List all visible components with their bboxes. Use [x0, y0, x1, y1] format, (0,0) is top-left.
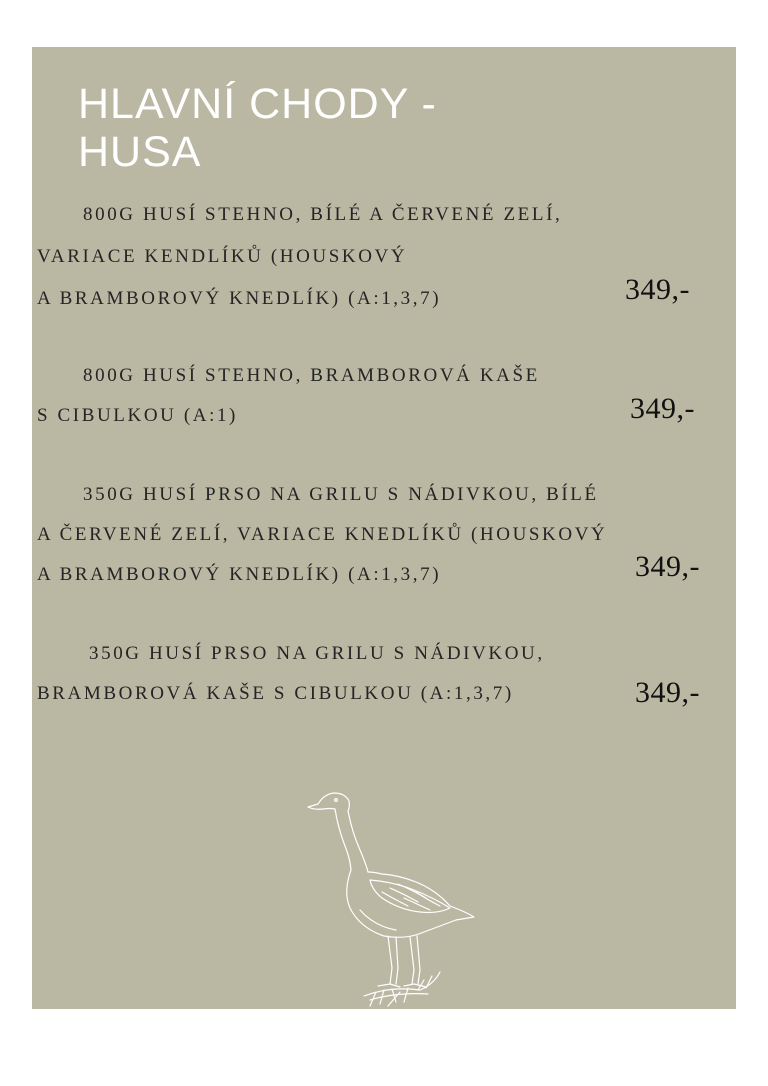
title-line-1: HLAVNÍ CHODY -: [78, 80, 437, 128]
goose-icon: [300, 780, 490, 1010]
item-description-line: 350G HUSÍ PRSO NA GRILU S NÁDIVKOU, BÍLÉ: [83, 484, 599, 505]
item-description-line: A BRAMBOROVÝ KNEDLÍK) (A:1,3,7): [37, 288, 442, 309]
item-description-line: A BRAMBOROVÝ KNEDLÍK) (A:1,3,7): [37, 564, 442, 585]
item-description-line: VARIACE KENDLÍKŮ (HOUSKOVÝ: [37, 246, 408, 267]
item-price: 349,-: [630, 392, 695, 425]
item-price: 349,-: [635, 676, 700, 709]
item-description-line: 800G HUSÍ STEHNO, BÍLÉ A ČERVENÉ ZELÍ,: [83, 204, 563, 225]
item-description-line: 350G HUSÍ PRSO NA GRILU S NÁDIVKOU,: [89, 643, 545, 664]
item-description-line: A ČERVENÉ ZELÍ, VARIACE KNEDLÍKŮ (HOUSKOVÝ: [37, 524, 608, 545]
item-description-line: S CIBULKOU (A:1): [37, 405, 238, 426]
item-price: 349,-: [625, 273, 690, 306]
item-description-line: BRAMBOROVÁ KAŠE S CIBULKOU (A:1,3,7): [37, 683, 514, 704]
title-line-2: HUSA: [78, 128, 202, 176]
item-price: 349,-: [635, 550, 700, 583]
page-title: [78, 80, 598, 176]
item-description-line: 800G HUSÍ STEHNO, BRAMBOROVÁ KAŠE: [83, 365, 540, 386]
